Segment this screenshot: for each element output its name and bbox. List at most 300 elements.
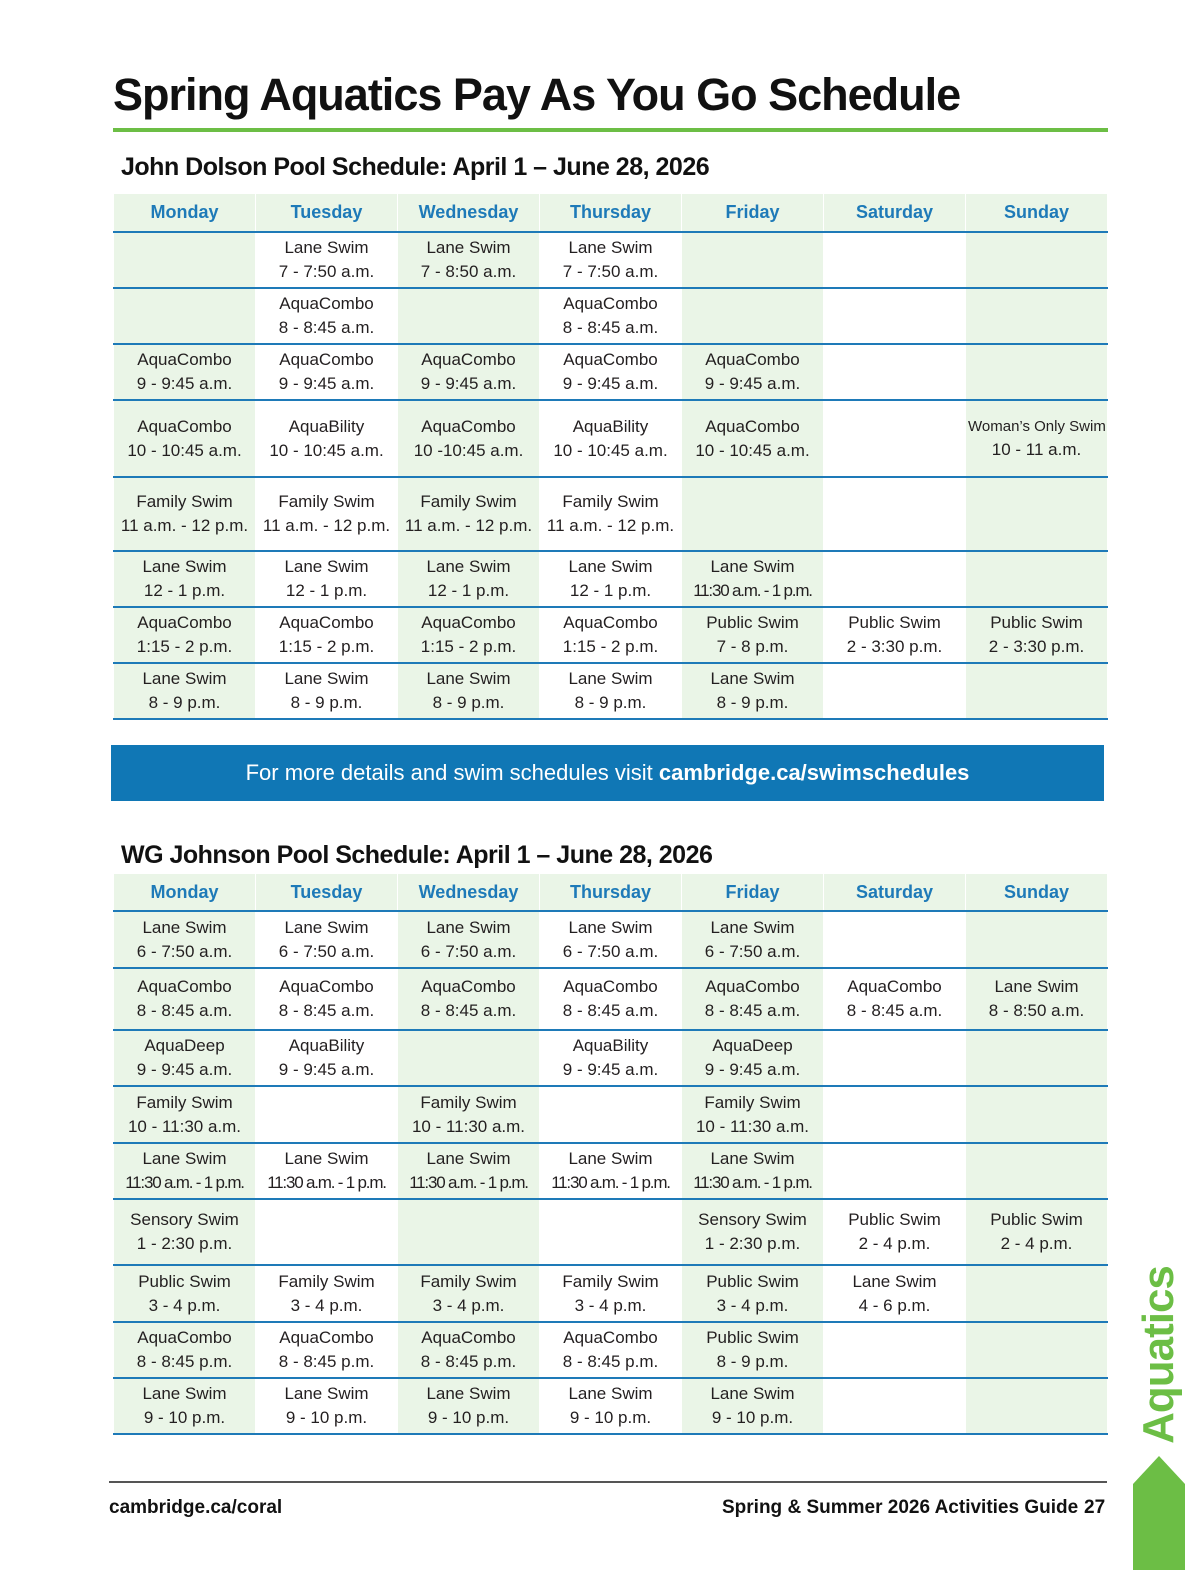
table-row <box>114 1199 1108 1265</box>
activity-name: AquaCombo <box>421 1328 516 1347</box>
schedule-cell <box>966 1086 1108 1143</box>
schedule-cell <box>824 477 966 551</box>
schedule-cell <box>966 663 1108 719</box>
activity-time: 9 - 9:45 a.m. <box>136 374 233 393</box>
schedule-cell <box>114 1199 256 1265</box>
schedule-cell <box>682 1143 824 1199</box>
activity-time: 8 - 9 p.m. <box>432 693 505 712</box>
schedule-cell <box>398 1378 540 1434</box>
activity-name: Lane Swim <box>284 917 369 937</box>
schedule-cell <box>114 911 256 968</box>
activity-name: Lane Swim <box>284 669 369 688</box>
table-row <box>114 663 1108 719</box>
activity-name: AquaCombo <box>137 350 232 369</box>
schedule-cell <box>682 477 824 551</box>
schedule-cell <box>114 1378 256 1434</box>
activity-name: Family Swim <box>278 1271 375 1291</box>
activity-time: 9 - 9:45 a.m. <box>278 1060 375 1079</box>
schedule-cell <box>256 607 398 663</box>
activity-name: AquaCombo <box>421 350 516 369</box>
section-tab-label: Aquatics <box>1134 1266 1183 1444</box>
activity-name: Family Swim <box>420 492 517 511</box>
schedule-cell <box>114 344 256 400</box>
activity-time: 6 - 7:50 a.m. <box>136 941 233 961</box>
activity-name: Lane Swim <box>426 917 511 937</box>
activity-time: 11 a.m. - 12 p.m. <box>404 516 533 535</box>
activity-name: AquaCombo <box>279 350 374 369</box>
activity-time: 8 - 9 p.m. <box>574 693 647 712</box>
schedule-cell <box>682 551 824 607</box>
table-row <box>114 288 1108 344</box>
activity-time: 11:30 a.m. - 1 p.m. <box>125 1173 244 1192</box>
activity-time: 9 - 9:45 a.m. <box>562 1060 659 1079</box>
activity-time: 6 - 7:50 a.m. <box>278 941 375 961</box>
activity-time: 9 - 10 p.m. <box>711 1408 794 1427</box>
activity-name: Lane Swim <box>994 977 1079 996</box>
schedule-cell <box>398 477 540 551</box>
schedule-cell <box>540 344 682 400</box>
activity-time: 9 - 9:45 a.m. <box>704 1060 801 1079</box>
schedule-cell <box>824 1378 966 1434</box>
schedule-cell <box>824 663 966 719</box>
schedule-cell <box>540 968 682 1030</box>
schedule-cell <box>256 232 398 288</box>
activity-name: Family Swim <box>420 1271 517 1291</box>
activity-name: AquaCombo <box>421 977 516 996</box>
pool2-title: WG Johnson Pool Schedule: April 1 – June 28, 2026 <box>121 841 713 869</box>
activity-time: 1 - 2:30 p.m. <box>136 1234 233 1253</box>
activity-time: 8 - 9 p.m. <box>716 1352 789 1371</box>
activity-time: 1:15 - 2 p.m. <box>136 637 233 656</box>
schedule-cell <box>398 607 540 663</box>
pool2-day-header-friday: Friday <box>682 874 824 911</box>
activity-time: 12 - 1 p.m. <box>285 581 368 600</box>
schedule-cell <box>824 968 966 1030</box>
pool2-day-header-tuesday: Tuesday <box>256 874 398 911</box>
activity-time: 10 - 10:45 a.m. <box>553 440 668 460</box>
activity-name: AquaCombo <box>421 613 516 632</box>
table-row <box>114 607 1108 663</box>
table-row <box>114 232 1108 288</box>
activity-name: AquaCombo <box>279 977 374 996</box>
table-row <box>114 1378 1108 1434</box>
activity-time: 6 - 7:50 a.m. <box>562 941 659 961</box>
activity-time: 9 - 10 p.m. <box>285 1408 368 1427</box>
pool1-header-row <box>114 194 1108 232</box>
activity-name: Public Swim <box>706 1328 799 1347</box>
activity-time: 8 - 8:45 a.m. <box>136 1001 233 1020</box>
activity-time: 1:15 - 2 p.m. <box>278 637 375 656</box>
schedule-cell <box>398 288 540 344</box>
activity-time: 9 - 10 p.m. <box>569 1408 652 1427</box>
schedule-cell <box>256 1199 398 1265</box>
activity-time: 8 - 8:45 a.m. <box>278 318 375 337</box>
schedule-cell <box>966 968 1108 1030</box>
schedule-cell <box>824 1322 966 1378</box>
pool1-title: John Dolson Pool Schedule: April 1 – June 28, 2026 <box>121 153 710 181</box>
activity-name: AquaCombo <box>279 1328 374 1347</box>
schedule-cell <box>540 477 682 551</box>
footer-website-link[interactable]: cambridge.ca/coral <box>109 1497 283 1518</box>
schedule-cell <box>682 1265 824 1322</box>
schedule-cell <box>398 663 540 719</box>
schedule-cell <box>256 551 398 607</box>
activity-name: AquaCombo <box>563 613 658 632</box>
activity-name: Family Swim <box>562 1271 659 1291</box>
activity-time: 11:30 a.m. - 1 p.m. <box>693 581 812 600</box>
activity-name: Lane Swim <box>568 669 653 688</box>
activity-name: AquaCombo <box>847 977 942 996</box>
schedule-cell <box>256 344 398 400</box>
activity-name: Lane Swim <box>426 1149 511 1168</box>
activity-time: 10 - 11:30 a.m. <box>127 1116 242 1136</box>
activity-name: Lane Swim <box>284 1149 369 1168</box>
activity-name: Lane Swim <box>568 557 653 576</box>
schedule-cell <box>966 1030 1108 1086</box>
schedule-cell <box>824 344 966 400</box>
table-row <box>114 477 1108 551</box>
activity-name: Lane Swim <box>426 1384 511 1403</box>
activity-time: 10 - 11:30 a.m. <box>695 1116 810 1136</box>
activity-time: 6 - 7:50 a.m. <box>704 941 801 961</box>
activity-time: 8 - 8:45 a.m. <box>704 1001 801 1020</box>
activity-time: 9 - 9:45 a.m. <box>562 374 659 393</box>
activity-name: Lane Swim <box>142 917 227 937</box>
activity-time: 12 - 1 p.m. <box>143 581 226 600</box>
activity-name: Public Swim <box>848 1210 941 1229</box>
activity-time: 10 - 10:45 a.m. <box>127 440 242 460</box>
pool2-day-header-wednesday: Wednesday <box>398 874 540 911</box>
activity-name: AquaCombo <box>563 294 658 313</box>
pool1-day-header-tuesday: Tuesday <box>256 194 398 232</box>
schedule-cell <box>540 551 682 607</box>
activity-name: Lane Swim <box>284 1384 369 1403</box>
activity-time: 8 - 8:45 a.m. <box>420 1001 517 1020</box>
activity-time: 11:30 a.m. - 1 p.m. <box>551 1173 670 1192</box>
activity-name: Sensory Swim <box>698 1210 807 1229</box>
pool1-day-header-monday: Monday <box>114 194 256 232</box>
pool1-day-header-saturday: Saturday <box>824 194 966 232</box>
activity-time: 9 - 9:45 a.m. <box>278 374 375 393</box>
activity-time: 7 - 8 p.m. <box>716 637 789 656</box>
banner-link[interactable]: cambridge.ca/swimschedules <box>658 760 970 785</box>
activity-time: 6 - 7:50 a.m. <box>420 941 517 961</box>
banner-text: For more details and swim schedules visit <box>245 760 659 785</box>
activity-time: 11:30 a.m. - 1 p.m. <box>693 1173 812 1192</box>
activity-time: 8 - 8:45 p.m. <box>278 1352 375 1371</box>
activity-name: Lane Swim <box>426 238 511 257</box>
activity-time: 2 - 4 p.m. <box>858 1234 931 1253</box>
activity-time: 10 - 11 a.m. <box>991 439 1082 459</box>
pool1-day-header-thursday: Thursday <box>540 194 682 232</box>
activity-time: 8 - 9 p.m. <box>290 693 363 712</box>
activity-time: 8 - 8:45 a.m. <box>846 1001 943 1020</box>
pool1-day-header-wednesday: Wednesday <box>398 194 540 232</box>
page-title: Spring Aquatics Pay As You Go Schedule <box>113 69 961 120</box>
schedule-cell <box>540 400 682 477</box>
activity-name: Family Swim <box>704 1092 801 1112</box>
activity-time: 12 - 1 p.m. <box>569 581 652 600</box>
schedule-cell <box>824 1086 966 1143</box>
activity-name: AquaDeep <box>712 1036 793 1055</box>
schedule-cell <box>114 1143 256 1199</box>
pool2-day-header-thursday: Thursday <box>540 874 682 911</box>
schedule-cell <box>398 911 540 968</box>
schedule-cell <box>114 400 256 477</box>
activity-name: Lane Swim <box>142 1149 227 1168</box>
schedule-cell <box>540 663 682 719</box>
activity-time: 7 - 7:50 a.m. <box>278 262 375 281</box>
footer-guide-title: Spring & Summer 2026 Activities Guide <box>722 1497 1079 1518</box>
schedule-cell <box>114 1030 256 1086</box>
schedule-cell <box>824 400 966 477</box>
activity-time: 3 - 4 p.m. <box>148 1295 221 1315</box>
activity-time: 10 - 10:45 a.m. <box>695 440 810 460</box>
title-rule <box>113 128 1108 132</box>
schedule-cell <box>398 1265 540 1322</box>
activity-time: 3 - 4 p.m. <box>290 1295 363 1315</box>
activity-time: 11:30 a.m. - 1 p.m. <box>409 1173 528 1192</box>
schedule-cell <box>966 288 1108 344</box>
schedule-cell <box>824 1199 966 1265</box>
activity-time: 3 - 4 p.m. <box>432 1295 505 1315</box>
info-banner <box>111 745 1104 801</box>
activity-name: Lane Swim <box>142 1384 227 1403</box>
activity-name: AquaBility <box>572 1036 649 1055</box>
activity-time: 10 -10:45 a.m. <box>413 440 524 460</box>
activity-name: Family Swim <box>420 1092 517 1112</box>
activity-name: AquaCombo <box>563 350 658 369</box>
table-row <box>114 1086 1108 1143</box>
activity-time: 11 a.m. - 12 p.m. <box>262 516 391 535</box>
schedule-cell <box>256 288 398 344</box>
schedule-cell <box>682 344 824 400</box>
schedule-cell <box>540 911 682 968</box>
activity-name: AquaCombo <box>705 350 800 369</box>
activity-time: 3 - 4 p.m. <box>574 1295 647 1315</box>
activity-name: Public Swim <box>848 613 941 632</box>
schedule-cell <box>824 288 966 344</box>
schedule-cell <box>966 1378 1108 1434</box>
schedule-cell <box>256 1378 398 1434</box>
schedule-cell <box>824 607 966 663</box>
activity-name: Family Swim <box>278 492 375 511</box>
activity-name: AquaCombo <box>137 977 232 996</box>
activity-name: AquaCombo <box>563 1328 658 1347</box>
activity-name: Family Swim <box>136 1092 233 1112</box>
schedule-cell <box>966 477 1108 551</box>
activity-name: Lane Swim <box>568 917 653 937</box>
schedule-cell <box>398 400 540 477</box>
schedule-cell <box>966 400 1108 477</box>
schedule-cell <box>682 663 824 719</box>
activity-name: Lane Swim <box>852 1271 937 1291</box>
schedule-cell <box>398 344 540 400</box>
schedule-cell <box>398 1030 540 1086</box>
pool2-header-row <box>114 874 1108 911</box>
activity-name: Lane Swim <box>710 1149 795 1168</box>
activity-time: 9 - 9:45 a.m. <box>136 1060 233 1079</box>
schedule-cell <box>682 1378 824 1434</box>
schedule-cell <box>256 663 398 719</box>
table-row <box>114 1265 1108 1322</box>
schedule-cell <box>824 911 966 968</box>
activity-time: 8 - 8:45 a.m. <box>278 1001 375 1020</box>
table-row <box>114 911 1108 968</box>
activity-name: Lane Swim <box>426 557 511 576</box>
activity-name: Public Swim <box>706 1271 799 1291</box>
activity-time: 1:15 - 2 p.m. <box>420 637 517 656</box>
pool2-day-header-monday: Monday <box>114 874 256 911</box>
activity-name: AquaBility <box>288 416 365 436</box>
schedule-cell <box>256 968 398 1030</box>
schedule-cell <box>966 1143 1108 1199</box>
schedule-cell <box>540 1143 682 1199</box>
activity-time: 8 - 9 p.m. <box>716 693 789 712</box>
activity-name: Lane Swim <box>568 1384 653 1403</box>
pool1-schedule-table <box>113 194 1107 720</box>
activity-time: 8 - 8:45 p.m. <box>136 1352 233 1371</box>
activity-name: Family Swim <box>562 492 659 511</box>
schedule-cell <box>540 1086 682 1143</box>
activity-name: AquaCombo <box>279 613 374 632</box>
schedule-cell <box>682 607 824 663</box>
schedule-cell <box>114 663 256 719</box>
schedule-cell <box>398 551 540 607</box>
activity-name: AquaCombo <box>137 416 232 436</box>
schedule-cell <box>256 1030 398 1086</box>
schedule-cell <box>398 232 540 288</box>
activity-name: Lane Swim <box>142 669 227 688</box>
activity-time: 9 - 10 p.m. <box>427 1408 510 1427</box>
activity-time: 2 - 3:30 p.m. <box>846 637 943 656</box>
schedule-cell <box>966 344 1108 400</box>
schedule-cell <box>256 477 398 551</box>
activity-time: 9 - 9:45 a.m. <box>704 374 801 393</box>
page-number: 27 <box>1084 1497 1106 1518</box>
activity-time: 9 - 9:45 a.m. <box>420 374 517 393</box>
schedule-cell <box>114 288 256 344</box>
schedule-cell <box>114 477 256 551</box>
schedule-cell <box>966 232 1108 288</box>
schedule-cell <box>682 400 824 477</box>
activity-name: AquaCombo <box>563 977 658 996</box>
activity-name: Lane Swim <box>142 557 227 576</box>
activity-name: Lane Swim <box>426 669 511 688</box>
activity-name: Lane Swim <box>710 1384 795 1403</box>
schedule-cell <box>540 1378 682 1434</box>
activity-time: 4 - 6 p.m. <box>858 1295 931 1315</box>
schedule-cell <box>824 232 966 288</box>
activity-name: AquaBility <box>288 1036 365 1055</box>
schedule-cell <box>398 1199 540 1265</box>
activity-time: 10 - 10:45 a.m. <box>269 440 384 460</box>
schedule-cell <box>682 288 824 344</box>
activity-name: Lane Swim <box>710 917 795 937</box>
activity-name: AquaBility <box>572 416 649 436</box>
activity-name: Family Swim <box>136 492 233 511</box>
schedule-cell <box>256 911 398 968</box>
schedule-cell <box>398 1322 540 1378</box>
table-row <box>114 1030 1108 1086</box>
activity-time: 3 - 4 p.m. <box>716 1295 789 1315</box>
schedule-cell <box>114 968 256 1030</box>
table-row <box>114 1322 1108 1378</box>
activity-name: AquaCombo <box>705 416 800 436</box>
table-row <box>114 551 1108 607</box>
footer-rule <box>109 1481 1107 1483</box>
activity-time: 8 - 8:45 a.m. <box>562 318 659 337</box>
pool2-day-header-sunday: Sunday <box>966 874 1108 911</box>
activity-name: Lane Swim <box>284 557 369 576</box>
activity-time: 8 - 9 p.m. <box>148 693 221 712</box>
activity-time: 11 a.m. - 12 p.m. <box>546 516 675 535</box>
schedule-cell <box>114 232 256 288</box>
activity-time: 8 - 8:45 p.m. <box>562 1352 659 1371</box>
activity-time: 7 - 7:50 a.m. <box>562 262 659 281</box>
schedule-cell <box>682 1030 824 1086</box>
schedule-cell <box>540 288 682 344</box>
activity-name: AquaCombo <box>137 1328 232 1347</box>
table-row <box>114 968 1108 1030</box>
activity-time: 8 - 8:45 a.m. <box>562 1001 659 1020</box>
schedule-cell <box>966 551 1108 607</box>
activity-name: Public Swim <box>990 1210 1083 1229</box>
schedule-cell <box>682 1322 824 1378</box>
activity-name: Woman’s Only Swim <box>968 417 1106 435</box>
activity-time: 7 - 8:50 a.m. <box>420 262 517 281</box>
schedule-cell <box>114 1265 256 1322</box>
activity-name: AquaCombo <box>421 416 516 436</box>
schedule-cell <box>540 607 682 663</box>
schedule-cell <box>114 551 256 607</box>
schedule-cell <box>682 911 824 968</box>
activity-name: Public Swim <box>138 1271 231 1291</box>
schedule-cell <box>256 1265 398 1322</box>
schedule-cell <box>540 232 682 288</box>
activity-name: Lane Swim <box>568 238 653 257</box>
activity-time: 1 - 2:30 p.m. <box>704 1234 801 1253</box>
pool1-day-header-sunday: Sunday <box>966 194 1108 232</box>
activity-time: 2 - 3:30 p.m. <box>988 637 1085 656</box>
activity-name: AquaDeep <box>144 1036 225 1055</box>
activity-name: AquaCombo <box>279 294 374 313</box>
schedule-cell <box>256 1322 398 1378</box>
activity-time: 12 - 1 p.m. <box>427 581 510 600</box>
table-row <box>114 400 1108 477</box>
schedule-cell <box>114 607 256 663</box>
schedule-cell <box>682 232 824 288</box>
activity-name: Lane Swim <box>284 238 369 257</box>
activity-time: 11:30 a.m. - 1 p.m. <box>267 1173 386 1192</box>
schedule-cell <box>398 1143 540 1199</box>
schedule-cell <box>966 607 1108 663</box>
schedule-cell <box>966 1265 1108 1322</box>
schedule-cell <box>966 1322 1108 1378</box>
activity-time: 1:15 - 2 p.m. <box>562 637 659 656</box>
activity-name: Lane Swim <box>710 669 795 688</box>
schedule-cell <box>540 1030 682 1086</box>
activity-time: 2 - 4 p.m. <box>1000 1234 1073 1253</box>
table-row <box>114 1143 1108 1199</box>
schedule-cell <box>114 1322 256 1378</box>
schedule-cell <box>540 1265 682 1322</box>
schedule-cell <box>682 968 824 1030</box>
schedule-cell <box>824 1265 966 1322</box>
schedule-cell <box>824 1030 966 1086</box>
activity-time: 8 - 8:45 p.m. <box>420 1352 517 1371</box>
activity-time: 8 - 8:50 a.m. <box>988 1001 1085 1020</box>
